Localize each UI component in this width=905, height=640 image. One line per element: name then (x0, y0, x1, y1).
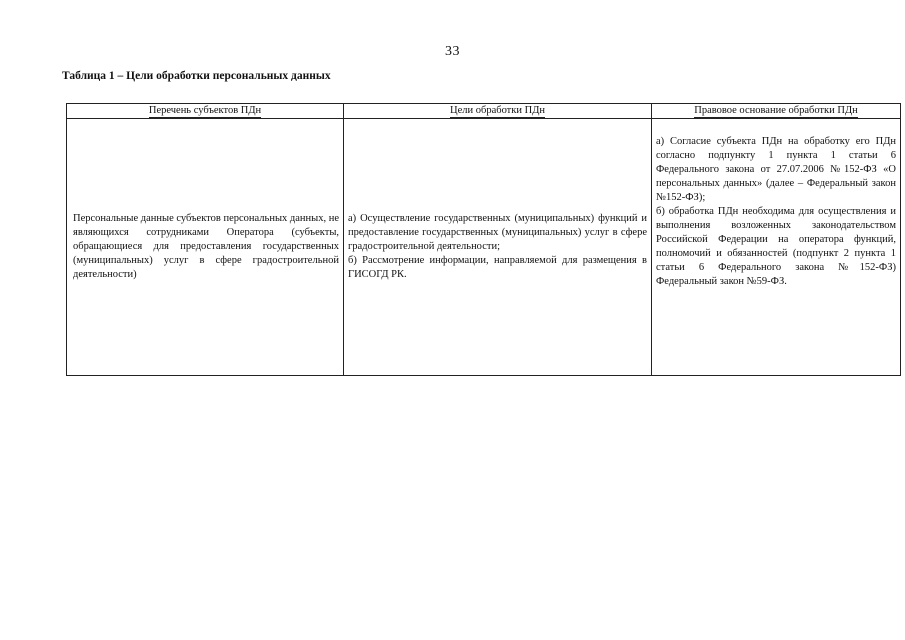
header-legal-basis: Правовое основание обработки ПДн (652, 104, 901, 119)
subjects-text: Персональные данные субъектов персональных данных, не являющихся сотрудниками Оператора (субъекты, обращающиеся для предоставления государственных (муниципальных) услуг в сфере градостроительной деятельности) (73, 213, 339, 280)
cell-subjects (67, 119, 344, 376)
goal-item-a: а) Осуществление государственных (муниципальных) функций и предоставление государственных (муниципальных) услуг в сфере градостроительной деятельности; (348, 213, 647, 252)
basis-item-b: б) обработка ПДн необходима для осуществления и выполнения возложенных законодательством Российской Федерации на оператора функций, полномочий и обязанностей (подпункт 2 пункта 1 статьи 6 Федерального закона №152-ФЗ) Федеральный закон №59-ФЗ. (656, 206, 896, 287)
header-goals: Цели обработки ПДн (344, 104, 652, 119)
table-header-row (67, 104, 901, 119)
table-row (67, 119, 901, 376)
personal-data-goals-table (66, 103, 901, 376)
cell-goals (344, 119, 652, 376)
basis-item-a: а) Согласие субъекта ПДн на обработку его ПДн согласно подпункту 1 пункта 1 статьи 6 Федерального закона от 27.07.2006 №152-ФЗ «О персональных данных» (далее – Федеральный закон №152-ФЗ); (656, 136, 896, 203)
page-number: 33 (445, 44, 460, 59)
table-caption: Таблица 1 – Цели обработки персональных данных (62, 70, 331, 82)
cell-legal-basis (652, 119, 901, 376)
goal-item-b: б) Рассмотрение информации, направляемой для размещения в ГИСОГД РК. (348, 255, 647, 280)
header-subjects: Перечень субъектов ПДн (67, 104, 344, 119)
